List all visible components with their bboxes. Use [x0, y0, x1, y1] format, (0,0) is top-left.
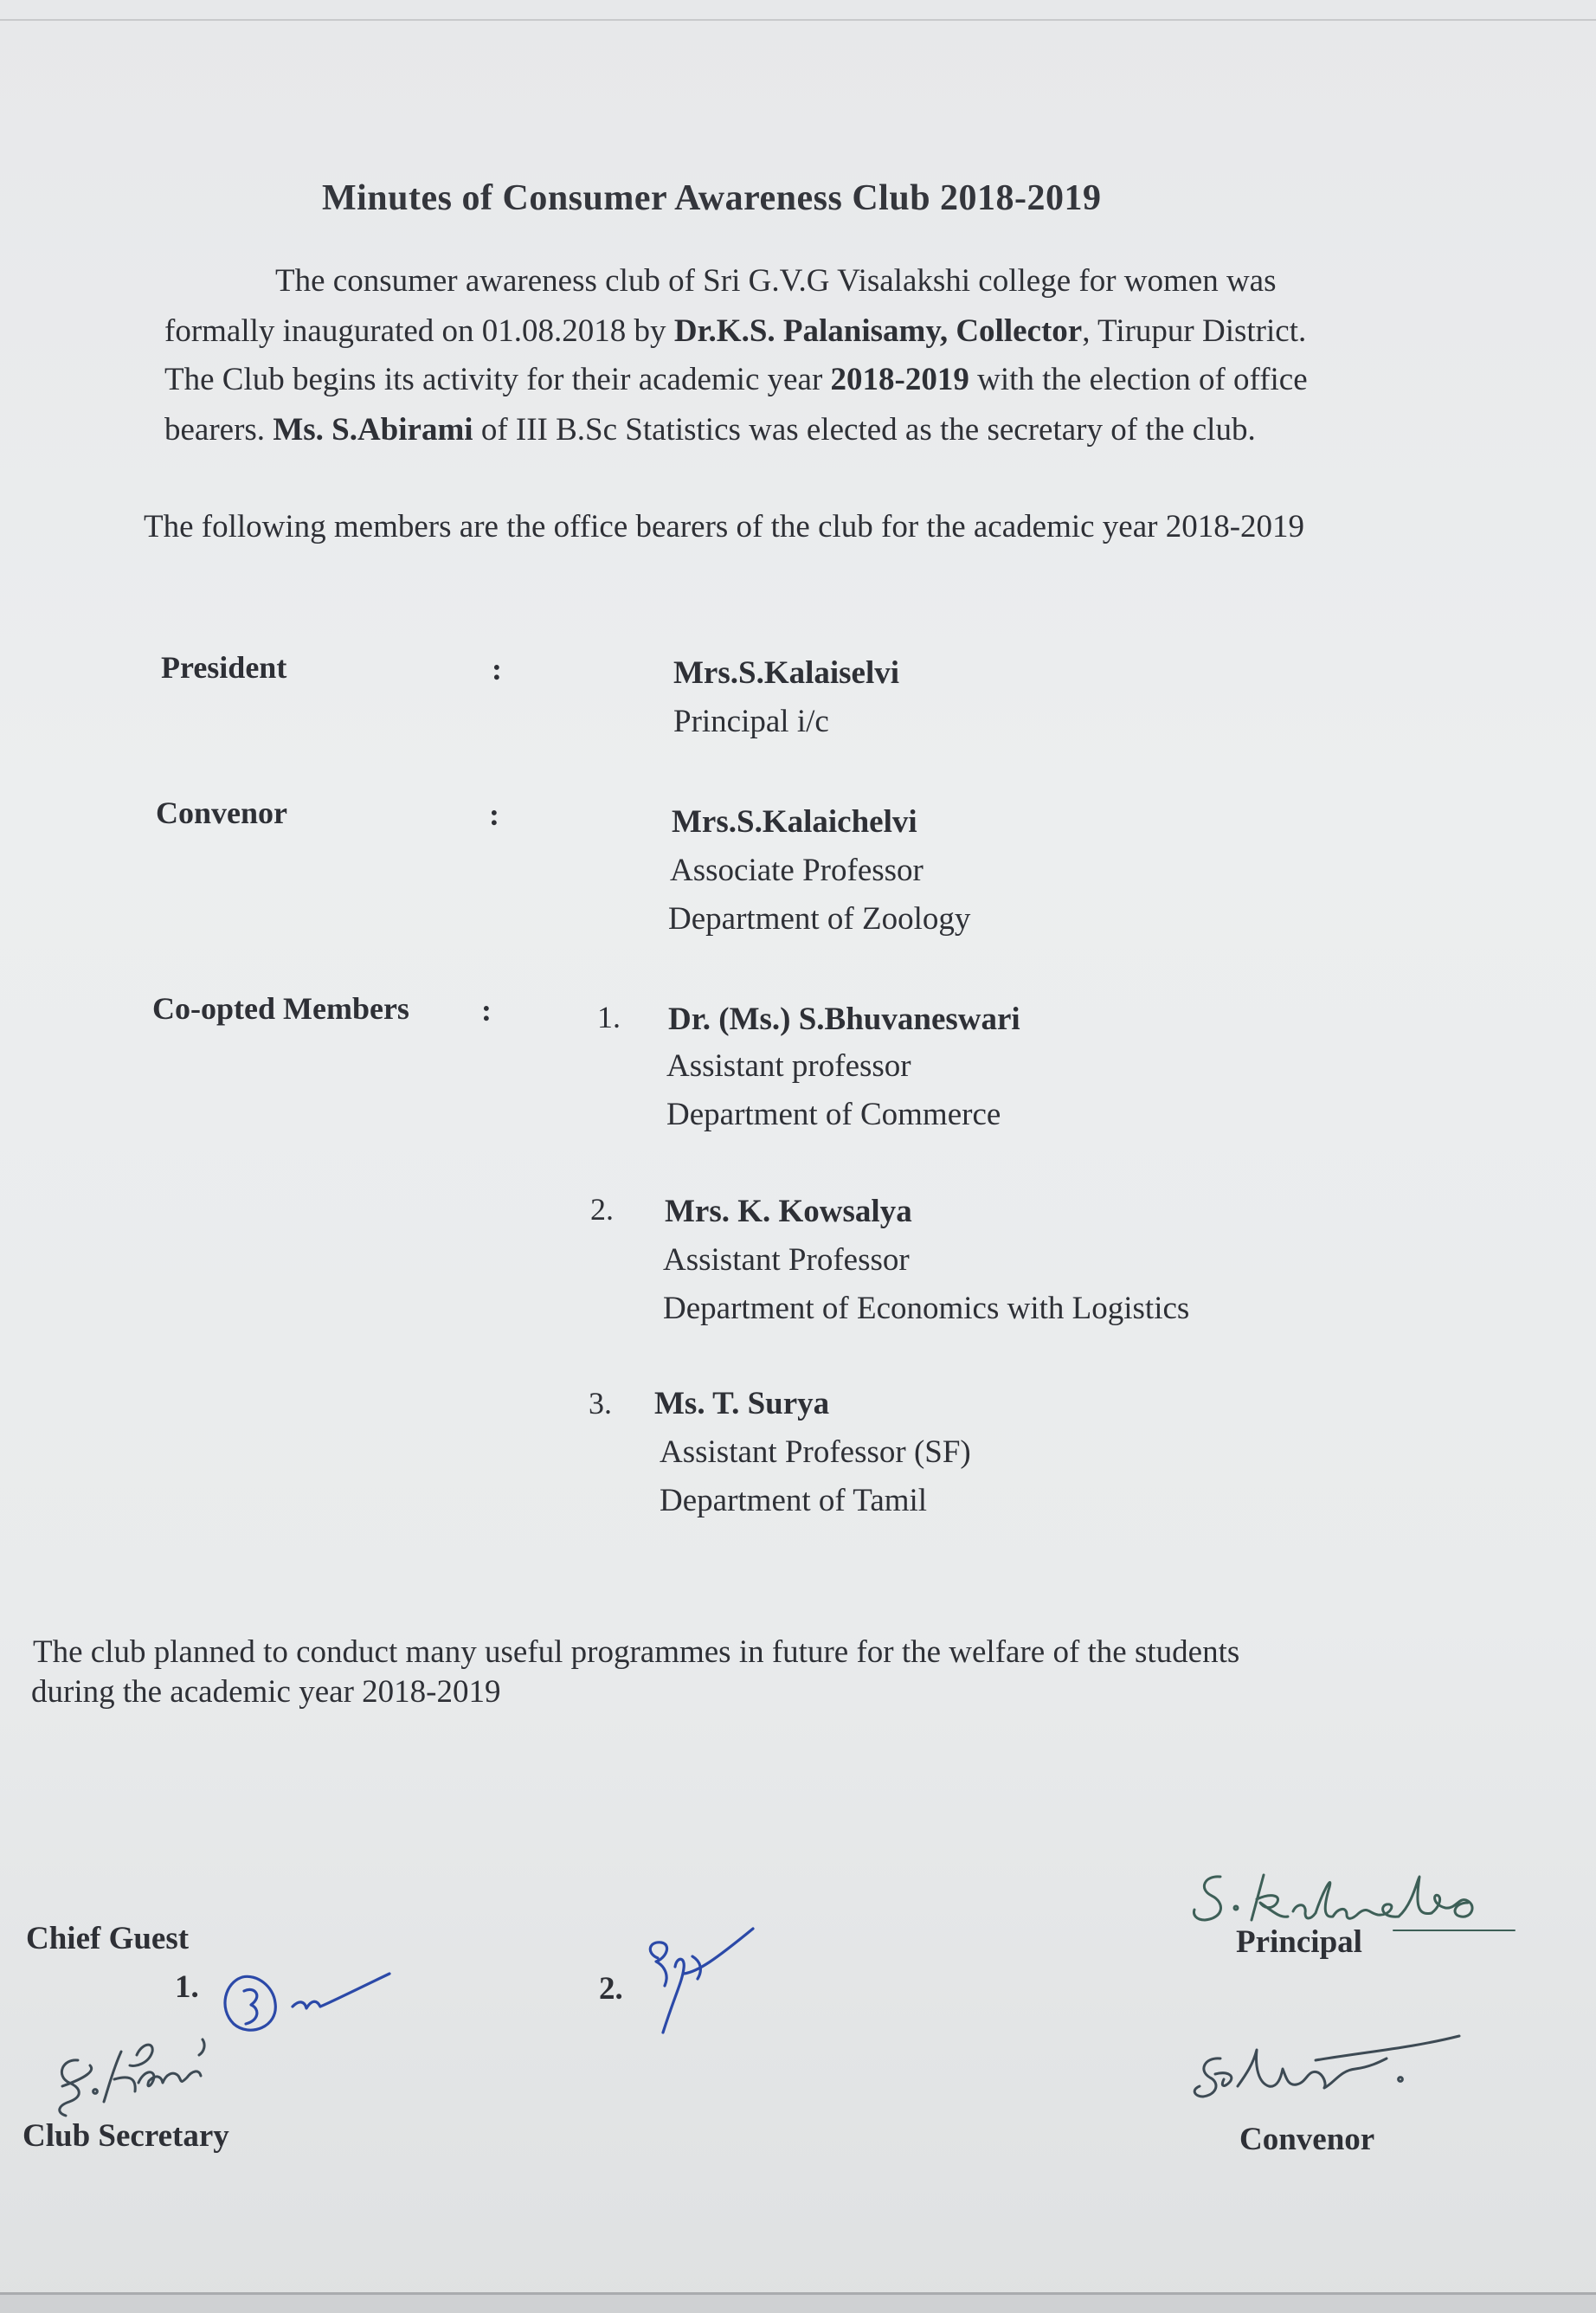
- member-2-number: 2.: [590, 1192, 614, 1227]
- intro-line-4: bearers. Ms. S.Abirami of III B.Sc Statistics was elected as the secretary of the club.: [164, 412, 1256, 448]
- convenor-colon: :: [489, 797, 499, 832]
- guest-2-signature: [640, 1922, 770, 2043]
- secretary-signature: [52, 2026, 277, 2121]
- president-colon: :: [492, 652, 502, 686]
- principal-label: Principal: [1236, 1924, 1362, 1960]
- guest-2-number: 2.: [599, 1971, 623, 2007]
- chief-guest-label: Chief Guest: [26, 1921, 190, 1956]
- president-designation: Principal i/c: [673, 704, 829, 739]
- paper-bottom-edge: [0, 2292, 1596, 2313]
- member-1-designation: Assistant professor: [666, 1048, 911, 1084]
- member-2-designation: Assistant Professor: [663, 1242, 910, 1278]
- principal-signature: [1186, 1870, 1549, 1939]
- member-3-number: 3.: [589, 1386, 612, 1421]
- intro-line-3: The Club begins its activity for their academic year 2018-2019 with the election of office: [164, 362, 1308, 397]
- club-secretary-label: Club Secretary: [23, 2118, 229, 2154]
- president-label: President: [161, 650, 287, 685]
- intro-line-1: The consumer awareness club of Sri G.V.G Visalakshi college for women was: [275, 263, 1277, 299]
- guest-1-number: 1.: [175, 1969, 199, 2005]
- president-name: Mrs.S.Kalaiselvi: [673, 655, 900, 691]
- member-3-department: Department of Tamil: [660, 1483, 928, 1518]
- member-3-designation: Assistant Professor (SF): [660, 1434, 971, 1470]
- member-2-name: Mrs. K. Kowsalya: [665, 1194, 912, 1229]
- closing-line-1: The club planned to conduct many useful programmes in future for the welfare of the students: [33, 1634, 1240, 1670]
- paper-top-edge: [0, 19, 1596, 21]
- member-3-name: Ms. T. Surya: [654, 1386, 830, 1421]
- convenor-signature: [1186, 2026, 1480, 2121]
- members-intro: The following members are the office bearers of the club for the academic year 2018-2019: [144, 509, 1305, 544]
- member-1-department: Department of Commerce: [666, 1097, 1001, 1132]
- convenor-name: Mrs.S.Kalaichelvi: [672, 804, 917, 840]
- convenor-designation: Associate Professor: [670, 853, 923, 888]
- convenor-label: Convenor: [156, 796, 287, 830]
- member-1-number: 1.: [597, 1000, 621, 1034]
- convenor-signature-label: Convenor: [1239, 2122, 1375, 2157]
- document-title: Minutes of Consumer Awareness Club 2018-2019: [322, 178, 1102, 218]
- closing-line-2: during the academic year 2018-2019: [31, 1674, 501, 1710]
- member-2-department: Department of Economics with Logistics: [663, 1291, 1190, 1326]
- convenor-department: Department of Zoology: [668, 901, 971, 937]
- member-1-name: Dr. (Ms.) S.Bhuvaneswari: [668, 1002, 1020, 1037]
- coopted-label: Co-opted Members: [152, 991, 409, 1026]
- intro-line-2: formally inaugurated on 01.08.2018 by Dr.K.S. Palanisamy, Collector, Tirupur District.: [164, 313, 1307, 349]
- coopted-colon: :: [481, 993, 492, 1028]
